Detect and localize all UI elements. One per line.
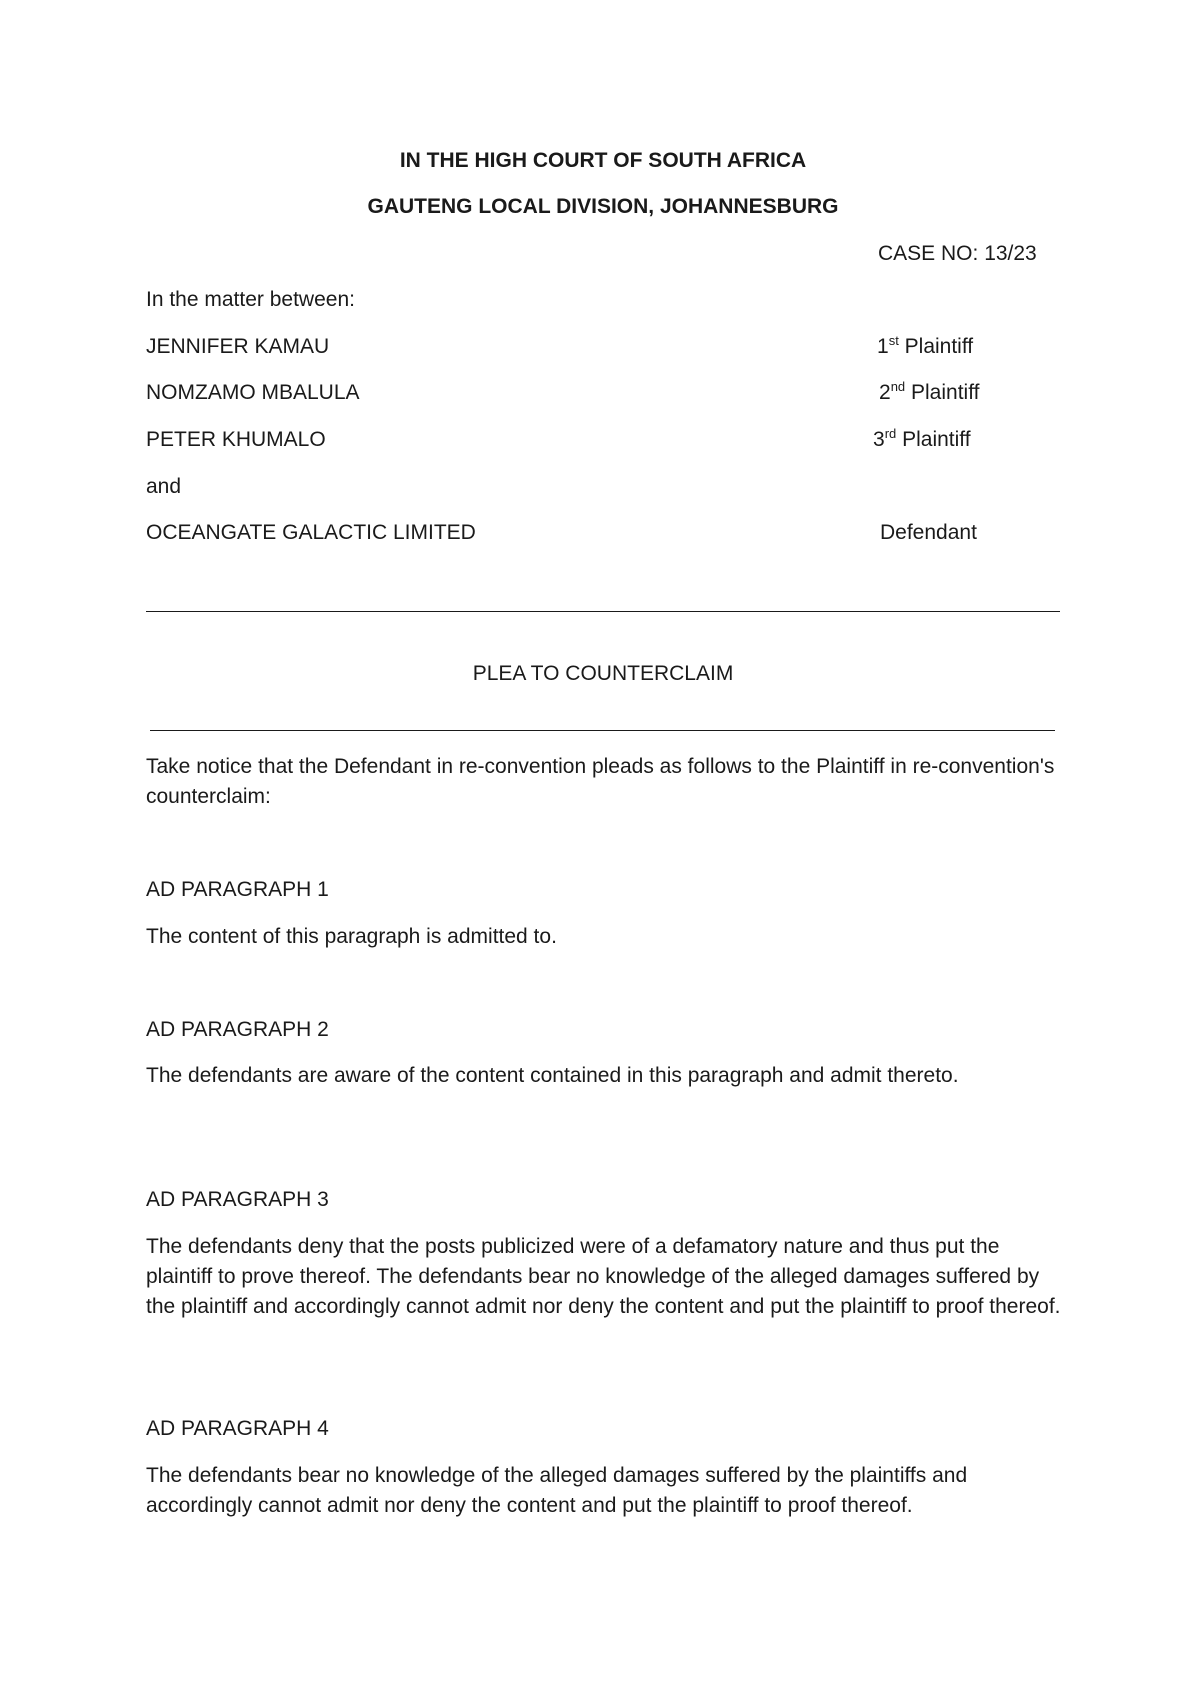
section-2-text: The defendants are aware of the content contained in this paragraph and admit thereto. <box>146 1064 959 1087</box>
court-title: IN THE HIGH COURT OF SOUTH AFRICA <box>399 149 807 172</box>
intro-paragraph: Take notice that the Defendant in re-convention pleads as follows to the Plaintiff in re-convention's counterclaim: <box>146 755 1055 808</box>
defendant-name: OCEANGATE GALACTIC LIMITED <box>146 521 476 544</box>
party-2-name: NOMZAMO MBALULA <box>146 381 360 404</box>
party-3-role: 3rd Plaintiff <box>873 426 971 451</box>
section-4-heading: AD PARAGRAPH 4 <box>146 1417 329 1440</box>
divider-top <box>146 611 1060 612</box>
document-title: PLEA TO COUNTERCLAIM <box>472 662 734 685</box>
section-2-heading: AD PARAGRAPH 2 <box>146 1018 329 1041</box>
section-1-text: The content of this paragraph is admitted to. <box>146 925 557 948</box>
party-1-name: JENNIFER KAMAU <box>146 335 330 358</box>
section-3-text: The defendants deny that the posts publicized were of a defamatory nature and thus put the plaintiff to prove thereof. The defendants bear no knowledge of the alleged damages suffered by the plaintiff and accordingly cannot admit nor deny the content and put the plaintiff to proof thereof. <box>146 1235 1061 1318</box>
matter-between: In the matter between: <box>146 288 355 311</box>
and-conjunction: and <box>146 475 182 498</box>
section-4-text: The defendants bear no knowledge of the alleged damages suffered by the plaintiffs and accordingly cannot admit nor deny the content and put the plaintiff to proof thereof. <box>146 1464 968 1517</box>
party-1-role: 1st Plaintiff <box>877 333 974 358</box>
defendant-role: Defendant <box>880 521 977 544</box>
party-2-role: 2nd Plaintiff <box>879 379 980 404</box>
court-division: GAUTENG LOCAL DIVISION, JOHANNESBURG <box>367 195 839 218</box>
case-number: CASE NO: 13/23 <box>878 242 1037 265</box>
party-3-name: PETER KHUMALO <box>146 428 326 451</box>
section-3-heading: AD PARAGRAPH 3 <box>146 1188 329 1211</box>
section-1-heading: AD PARAGRAPH 1 <box>146 878 329 901</box>
divider-bottom <box>150 730 1055 731</box>
